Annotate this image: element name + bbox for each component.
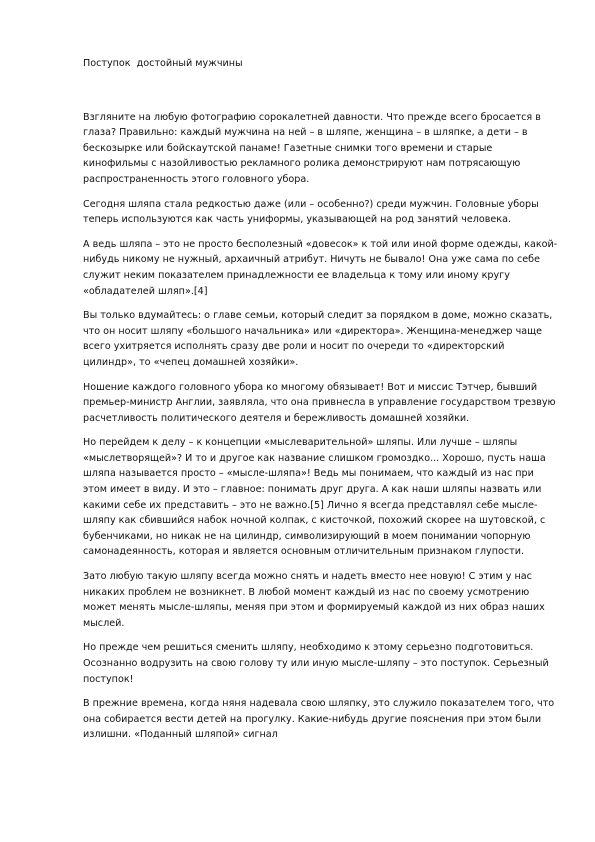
paragraph-2: Сегодня шляпа стала редкостью даже (или – особенно?) среди мужчин. Головные уборы теперь используются как часть униформы, указывающей на род занятий человека.: [83, 198, 539, 226]
paragraph-5: Ношение каждого головного убора ко многому обязывает! Вот и миссис Тэтчер, бывший премьер-министр Англии, заявляла, что она привнесла в управление государством трезвую расчетливость политического деятеля и бережливость домашней хозяйки.: [83, 381, 556, 424]
document-body: [83, 56, 558, 752]
paragraph-4: Вы только вдумайтесь: о главе семьи, который следит за порядком в доме, можно сказать, что он носит шляпу «большого начальника» или «директора». Женщина-менеджер чаще всего ухитряется исполнять сразу две роли и носит по очереди то «директорский цилиндр», то «чепец домашней хозяйки».: [83, 310, 553, 368]
paragraph-8: Но прежде чем решиться сменить шляпу, необходимо к этому серьезно подготовиться. Осознанно водрузить на свою голову ту или иную мысле-шляпу – это поступок. Серьезный поступок!: [83, 642, 549, 685]
paragraph-9: В прежние времена, когда няня надевала свою шляпку, это служило показателем того, что она собирается вести детей на прогулку. Какие-нибудь другие пояснения при этом были излишни. «Поданный шляпой» сигнал: [83, 698, 555, 741]
paragraph-1: Взгляните на любую фотографию сорокалетней давности. Что прежде всего бросается в глаза? Правильно: каждый мужчина на ней – в шляпе, женщина – в шляпке, а дети – в бескозырке или бойскаутской панаме! Газетные снимки того времени и старые кинофильмы с назойливостью рекламного ролика демонстрируют нам потрясающую распространенность этого головного убора.: [83, 111, 541, 185]
document-title: Поступок достойный мужчины: [83, 58, 243, 69]
paragraph-7: Зато любую такую шляпу всегда можно снять и надеть вместо нее новую! С этим у нас никаких проблем не возникнет. В любой момент каждый из нас по своему усмотрению может менять мысле-шляпы, меняя при этом и формируемый каждой из них образ наших мыслей.: [83, 571, 545, 629]
paragraph-3: А ведь шляпа – это не просто бесполезный «довесок» к той или иной форме одежды, какой-нибудь никому не нужный, архаичный атрибут. Ничуть не бывало! Она уже сама по себе служит неким показателем принадлежности ее владельца к тому или иному кругу «обладателей шляп».[4]: [83, 238, 558, 297]
paragraph-6: Но перейдем к делу – к концепции «мыслеварительной» шляпы. Или лучше – шляпы «мыслетворящей»? И то и другое как название слишком громоздко... Хорошо, пусть наша шляпа называется просто – «мысле-шляпа»! Ведь мы понимаем, что каждый из нас при этом имеет в виду. И это – главное: понимать друг друга. А как наши шляпы назвать или какими себе их представить – это не важно.[5] Лично я всегда представлял себе мысле-шляпу как сбившийся набок ночной колпак, с кисточкой, похожий скорее на шутовской, с бубенчиками, но никак не на цилиндр, символизирующий в моем понимании чопорную самонадеянность, которая и является основным отличительным признаком глупости.: [83, 437, 546, 558]
